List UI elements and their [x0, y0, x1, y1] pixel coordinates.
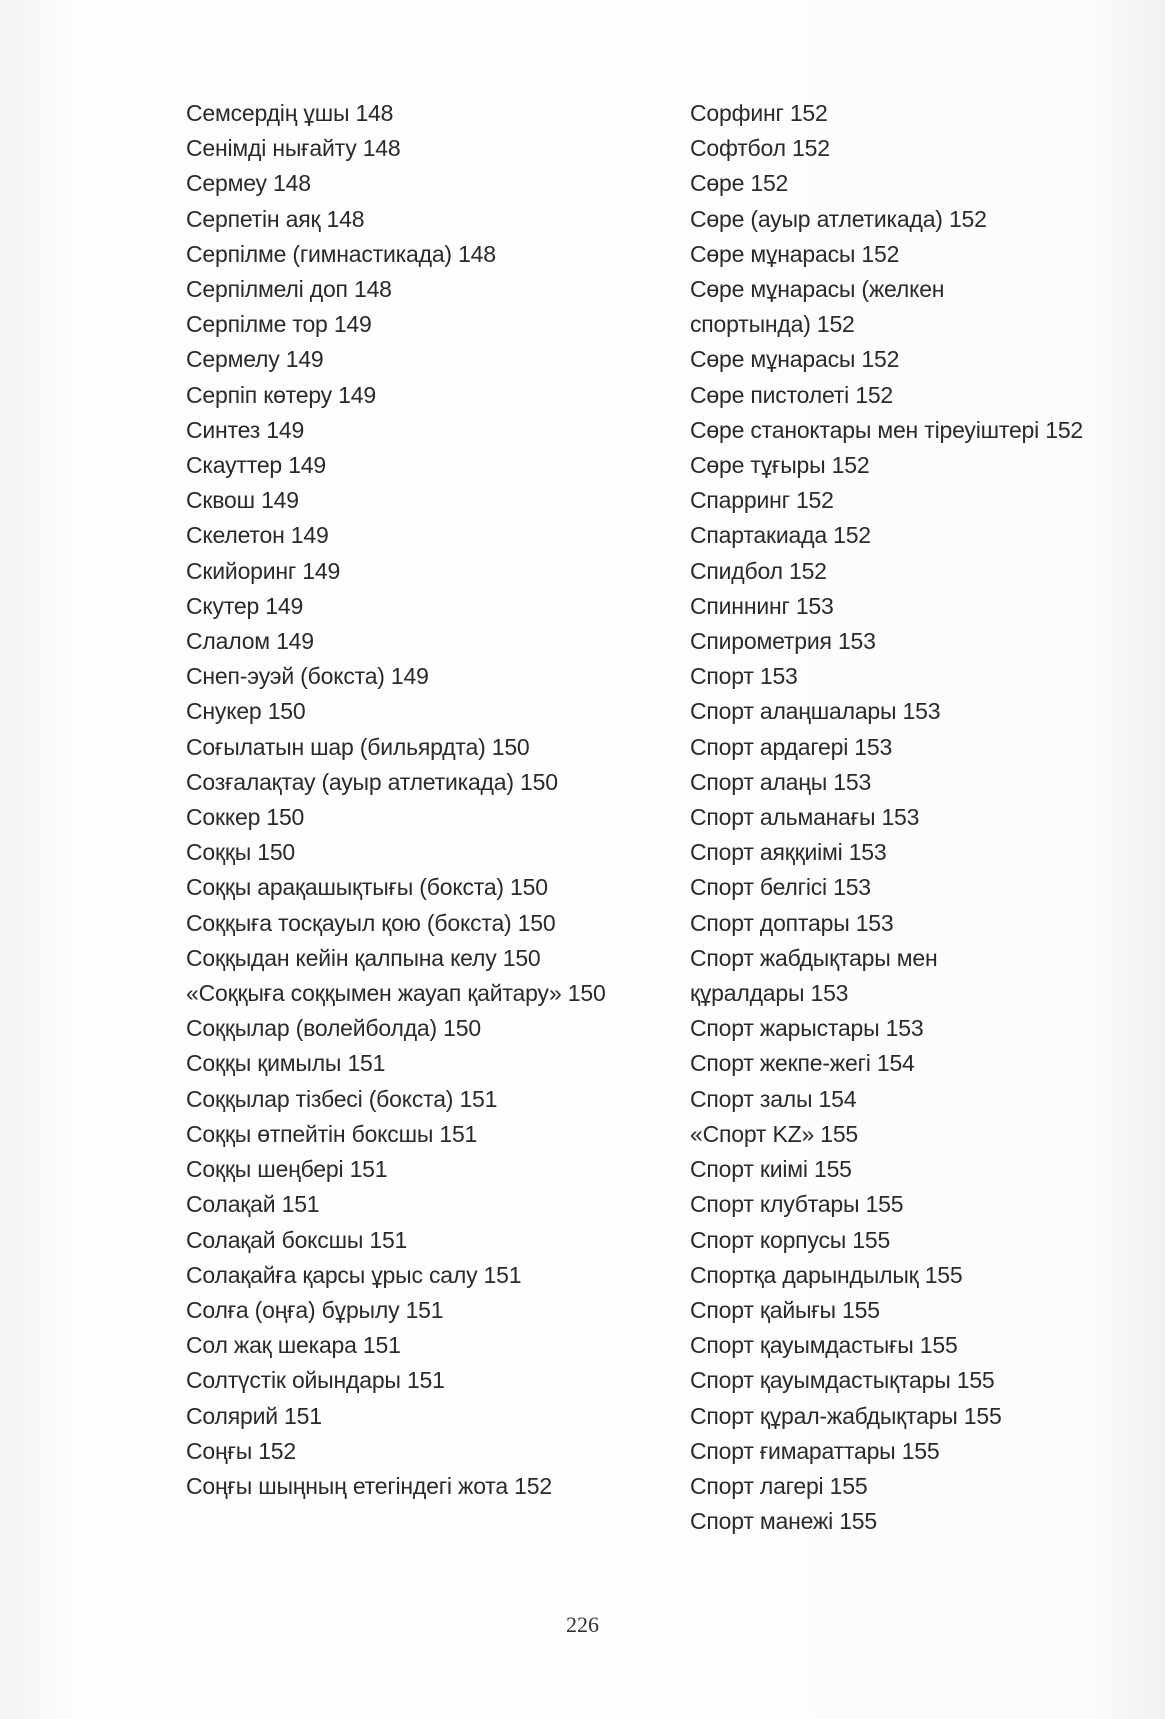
index-entry: Солярий 151 — [186, 1402, 322, 1429]
index-entry: Созғалақтау (ауыр атлетикада) 150 — [186, 768, 558, 795]
index-entry: Соңғы 152 — [186, 1437, 296, 1464]
index-entry: Спорт манежі 155 — [690, 1508, 877, 1535]
index-entry: Сөре тұғыры 152 — [690, 452, 870, 479]
index-entry: Снукер 150 — [186, 698, 306, 725]
index-entry: Сөре 152 — [690, 170, 789, 197]
index-entry: Серпілмелі доп 148 — [186, 276, 392, 303]
index-entry: Спорт қайығы 155 — [690, 1296, 880, 1323]
index-entry: Софтбол 152 — [690, 135, 830, 162]
index-entry: Спортқа дарындылық 155 — [690, 1261, 963, 1288]
index-entry: Соңғы шыңның етегіндегі жота 152 — [186, 1472, 552, 1499]
index-entry: Соққы өтпейтін боксшы 151 — [186, 1120, 478, 1147]
index-entry: Спорт аяққиімі 153 — [690, 839, 887, 866]
index-entry: Спорт клубтары 155 — [690, 1191, 904, 1218]
index-entry: Спорт құрал-жабдықтары 155 — [690, 1402, 1002, 1429]
index-column-left — [186, 96, 656, 1504]
index-entry: Солтүстік ойындары 151 — [186, 1367, 445, 1394]
index-entry: Спорт ардагері 153 — [690, 733, 893, 760]
index-entry: Скутер 149 — [186, 592, 304, 619]
index-entry: Спорт жекпе-жегі 154 — [690, 1050, 915, 1077]
index-entry: Сенімді нығайту 148 — [186, 135, 401, 162]
index-entry: Сөре пистолеті 152 — [690, 381, 893, 408]
index-entry: Серпетін аяқ 148 — [186, 205, 365, 232]
index-entry: Сермелу 149 — [186, 346, 324, 373]
index-entry: Солақайға қарсы ұрыс салу 151 — [186, 1261, 522, 1288]
index-entry: Спорт жарыстары 153 — [690, 1015, 924, 1042]
index-entry: Соққы арақашықтығы (бокста) 150 — [186, 874, 548, 901]
index-entry: Спорт доптары 153 — [690, 909, 894, 936]
index-entry: Сөре (ауыр атлетикада) 152 — [690, 205, 987, 232]
index-entry: Спорт қауымдастықтары 155 — [690, 1367, 995, 1394]
index-entry: Спорт қауымдастығы 155 — [690, 1332, 958, 1359]
index-entry: Сорфинг 152 — [690, 100, 828, 126]
index-entry: Спорт киімі 155 — [690, 1156, 852, 1183]
index-entry: Спартакиада 152 — [690, 522, 871, 549]
index-entry: Соққы қимылы 151 — [186, 1050, 386, 1077]
index-entry: Скийоринг 149 — [186, 557, 341, 584]
index-entry: Сөре мұнарасы 152 — [690, 346, 900, 373]
index-entry: Соққы шеңбері 151 — [186, 1156, 388, 1183]
index-entry: Соккер 150 — [186, 804, 305, 831]
index-entry: Спорт алаңшалары 153 — [690, 698, 941, 725]
index-entry: Семсердің ұшы 148 — [186, 100, 394, 126]
index-entry: Солақай боксшы 151 — [186, 1226, 408, 1253]
index-entry: «Соққыға соққымен жауап қайтару» 150 — [186, 980, 606, 1007]
index-entry: Снеп-эуэй (бокста) 149 — [186, 663, 429, 690]
index-entry: Скауттер 149 — [186, 452, 326, 479]
index-entry: Сөре мұнарасы 152 — [690, 240, 900, 267]
index-entry: Спорт 153 — [690, 663, 798, 690]
index-entry: Солға (оңға) бұрылу 151 — [186, 1296, 444, 1323]
index-entry: Серпіп көтеру 149 — [186, 381, 376, 408]
index-column-right — [690, 96, 1150, 1539]
index-entry: Сквош 149 — [186, 487, 299, 514]
index-entry: Соққылар тізбесі (бокста) 151 — [186, 1085, 498, 1112]
index-entry: Соғылатын шар (бильярдта) 150 — [186, 733, 530, 760]
index-entry: Соққыдан кейін қалпына келу 150 — [186, 944, 541, 971]
index-entry: Спорт лагері 155 — [690, 1472, 868, 1499]
index-entry: Спорт залы 154 — [690, 1085, 857, 1112]
index-entry: Сермеу 148 — [186, 170, 311, 197]
index-entry: Спорт алаңы 153 — [690, 768, 872, 795]
index-entry: Слалом 149 — [186, 628, 314, 655]
index-entry: Серпілме тор 149 — [186, 311, 372, 338]
index-entry: Спирометрия 153 — [690, 628, 876, 655]
index-entry: Спорт корпусы 155 — [690, 1226, 891, 1253]
index-entry: Спорт жабдықтары мен құралдары 153 — [690, 944, 938, 1007]
index-entry: Спорт альманағы 153 — [690, 804, 920, 831]
index-entry: Спорт белгісі 153 — [690, 874, 871, 901]
index-entry: Сөре станоктары мен тіреуіштері 152 — [690, 416, 1083, 443]
index-entry: Скелетон 149 — [186, 522, 329, 549]
index-entry: Спорт ғимараттары 155 — [690, 1437, 940, 1464]
page-number: 226 — [566, 1612, 599, 1637]
index-entry: Сөре мұнарасы (желкен спортында) 152 — [690, 276, 945, 338]
index-entry: Соққыға тосқауыл қою (бокста) 150 — [186, 909, 556, 936]
index-entry: Сол жақ шекара 151 — [186, 1332, 401, 1359]
index-entry: Синтез 149 — [186, 416, 305, 443]
index-entry: Спиннинг 153 — [690, 592, 834, 619]
index-entry: Соққы 150 — [186, 839, 296, 866]
index-entry: Серпілме (гимнастикада) 148 — [186, 240, 496, 267]
index-entry: Солақай 151 — [186, 1191, 320, 1218]
index-entry: Соққылар (волейболда) 150 — [186, 1015, 481, 1042]
index-entry: Спарринг 152 — [690, 487, 834, 514]
index-entry: Спидбол 152 — [690, 557, 827, 584]
index-entry: «Спорт KZ» 155 — [690, 1120, 859, 1147]
